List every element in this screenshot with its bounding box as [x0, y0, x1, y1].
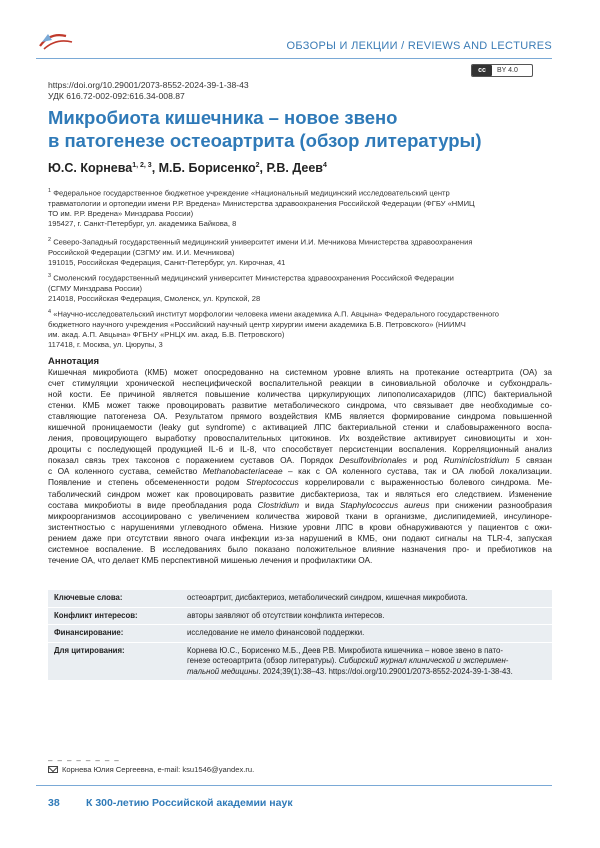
- article-meta: [48, 80, 249, 102]
- abstract-line: [48, 544, 552, 555]
- envelope-icon: [48, 766, 58, 773]
- page-number: 38: [48, 797, 60, 809]
- abstract-line: [48, 511, 552, 522]
- abstract-line: [48, 433, 552, 444]
- affil-line: 195427, г. Санкт-Петербург, ул. академика Байкова, 8: [48, 219, 237, 229]
- affil-number: 4: [48, 309, 52, 315]
- text-run: Появление и степень обсемененности родом: [48, 477, 247, 488]
- info-value-line: [187, 611, 546, 622]
- affil-line: 214018, Российская Федерация, Смоленск, ул. Крупской, 28: [48, 294, 261, 304]
- info-value: [179, 590, 552, 607]
- title-line: в патогенезе остеоартрита (обзор литературы): [48, 130, 482, 151]
- italic-term: Staphylococcus aureus: [340, 499, 430, 510]
- text-run: Корнева Ю.С., Борисенко М.Б., Деев Р.В. Микробиота кишечника – новое звено в пато-: [187, 645, 503, 655]
- license-label: BY 4.0: [497, 67, 518, 74]
- affil-line: бюджетного научного учреждения «Российский научный центр хирургии имени академика Б.В. Петровского» (НИИМЧ: [48, 319, 466, 329]
- abstract-line: [48, 455, 552, 466]
- author-separator: ,: [151, 161, 159, 175]
- info-row: [48, 608, 552, 626]
- affil-line: 191015, Российская Федерация, Санкт-Петербург, ул. Кирочная, 41: [48, 258, 286, 268]
- abstract-line: [48, 400, 552, 411]
- info-value: [179, 643, 552, 681]
- info-label: Для цитирования:: [54, 645, 125, 655]
- abstract-line: [48, 533, 552, 544]
- abstract-line: [48, 422, 552, 433]
- abstract-line: [48, 466, 552, 477]
- footer-caption: К 300-летию Российской академии наук: [86, 797, 293, 809]
- text-run: – как с ОА коленного сустава, так и ОА любой локализации.: [282, 466, 553, 477]
- info-row: [48, 590, 552, 608]
- text-run: таболический синдром может как провоцировать развитие дисбактериоза, так и являться его следствием. Изменение: [48, 488, 552, 499]
- text-run: коррелировали с выраженностью болевого синдрома. Ме-: [298, 477, 552, 488]
- abstract-line: [48, 411, 552, 422]
- affil-line: им. акад. А.П. Авцына» ФГБНУ «РНЦХ им. акад. Б.В. Петровского): [48, 330, 285, 340]
- info-value: [179, 608, 552, 625]
- text-run: микроорганизмов ассоциировано с увеличением количества жировой ткани в организме, дислипидемией, инсулиноре-: [48, 510, 552, 521]
- info-label: Конфликт интересов:: [54, 610, 138, 620]
- affiliation-2: [48, 235, 563, 268]
- info-value-line: [187, 628, 546, 639]
- abstract-line: [48, 378, 552, 389]
- article-title: [48, 106, 568, 152]
- affil-line: 117418, г. Москва, ул. Цюрупы, 3: [48, 340, 163, 350]
- title-line: Микробиота кишечника – новое звено: [48, 107, 398, 128]
- italic-term: тальной медицины: [187, 666, 259, 676]
- italic-term: Streptococcus: [246, 477, 299, 488]
- author-list: [48, 161, 327, 175]
- abstract-line: [48, 444, 552, 455]
- text-run: . 2024;39(1):38–43. https://doi.org/10.29001/2073-8552-2024-39-1-38-43.: [258, 666, 513, 676]
- page-header: [0, 0, 600, 62]
- footer-divider: [36, 785, 552, 786]
- affil-number: 2: [48, 237, 52, 243]
- abstract-line: [48, 500, 552, 511]
- abstract-line: [48, 522, 552, 533]
- text-run: зистентностью с нарушениями углеводного обмена. Низкие уровни ЛПС в крови обнаруживаются у пациентов с ожи-: [48, 521, 552, 532]
- affil-line: Смоленский государственный медицинский университет Министерства здравоохранения Российской Федерации: [53, 273, 454, 283]
- text-run: счет стимуляции хронической неспецифической воспалительной реакции в синовиальной оболочке и субхондраль-: [48, 378, 552, 389]
- abstract-line: [48, 555, 552, 566]
- abstract-line: [48, 389, 552, 400]
- text-run: течение ОА, что делает КМБ перспективной мишенью лечения и профилактики ОА.: [48, 554, 373, 565]
- text-run: остеоартрит, дисбактериоз, метаболический синдром, кишечная микробиота.: [187, 593, 468, 602]
- author-affil-ref: 1, 2, 3: [132, 161, 152, 169]
- italic-term: Clostridium: [257, 499, 299, 510]
- text-run: авторы заявляют об отсутствии конфликта интересов.: [187, 610, 385, 620]
- affil-line: «Научно-исследовательский институт морфологии человека имени академика А.П. Авцына» Федерального государственного: [53, 309, 500, 319]
- text-run: ставляющие патогенеза ОА. Результатом прямого воздействия КМБ является формирование синдрома повышенной: [48, 411, 552, 422]
- text-run: ной кости. Ее причиной является повышение количества циркулирующих липополисахаридов (ЛПС) бактериальной: [48, 389, 552, 400]
- info-value-line: [187, 593, 546, 604]
- journal-logo-icon: [36, 30, 76, 52]
- text-run: генезе остеоартрита (обзор литературы).: [187, 656, 339, 665]
- author-affil-ref: 4: [323, 161, 327, 169]
- info-label: Финансирование:: [54, 628, 124, 637]
- text-run: дроциты с последующей продукцией IL-6 и IL-8, что способствует персистенции воспаления. Корреляционный анализ: [48, 444, 552, 455]
- affil-number: 3: [48, 273, 52, 279]
- text-run: при снижении разнообразия: [429, 499, 552, 510]
- text-run: с ОА коленного сустава, семейство: [48, 466, 203, 477]
- text-run: показал связь трех таксонов с поражением суставов ОА. Порядок: [48, 455, 340, 466]
- affil-line: Северо-Западный государственный медицинский университет имени И.И. Мечникова Министерства здравоохранения: [53, 237, 473, 247]
- italic-term: Desulfovibrionales: [339, 455, 407, 466]
- abstract-line: [48, 367, 552, 378]
- author-separator: ,: [259, 161, 267, 175]
- text-run: стенки. КМБ может также провоцировать развитие метаболического синдрома, что связывает две необходимые со-: [48, 400, 552, 411]
- text-run: ления, провоцирующего выработку провоспалительных цитокинов. Их воздействие активирует синовиоциты и хон-: [48, 433, 552, 444]
- text-run: и вида: [299, 499, 340, 510]
- affil-line: Российской Федерации (СЗГМУ им. И.И. Мечникова): [48, 247, 235, 257]
- text-run: связан: [519, 455, 552, 466]
- cc-icon: cc: [472, 65, 492, 76]
- italic-term: Ruminiclostridium 5: [443, 455, 520, 466]
- abstract-line: [48, 489, 552, 500]
- author-name: Ю.С. Корнева: [48, 161, 133, 175]
- info-value-line: [187, 646, 546, 657]
- section-title: ОБЗОРЫ И ЛЕКЦИИ / REVIEWS AND LECTURES: [286, 40, 552, 52]
- correspondence-text: Корнева Юлия Сергеевна, e-mail: ksu1546@yandex.ru.: [62, 765, 255, 774]
- author-name: М.Б. Борисенко: [158, 161, 256, 175]
- info-value: [179, 625, 552, 642]
- text-run: кишечной проницаемости (leaky gut syndrome) с активацией ЛПС бактериальной стенки и слабовыраженного воспа-: [48, 422, 552, 433]
- italic-term: Methanobacteriaceae: [202, 466, 283, 477]
- info-row: [48, 625, 552, 643]
- affil-line: (СГМУ Минздрава России): [48, 283, 143, 293]
- affiliation-4: [48, 307, 563, 351]
- text-run: системное воспаление. В исследованиях было показано положительное влияние назначения про- и пребиотиков на: [48, 543, 552, 554]
- doi-link[interactable]: https://doi.org/10.29001/2073-8552-2024-39-1-38-43: [48, 80, 249, 90]
- affil-line: травматологии и ортопедии имени Р.Р. Вредена» Министерства здравоохранения Российской Федерации (ФГБУ «НМИЦ: [48, 198, 475, 208]
- info-label: Ключевые слова:: [54, 593, 123, 602]
- affil-number: 1: [48, 188, 52, 194]
- info-value-line: [187, 656, 546, 667]
- author-affil-ref: 2: [255, 161, 260, 169]
- article-info-table: [48, 590, 552, 681]
- affil-line: Федеральное государственное бюджетное учреждение «Национальный медицинский исследовательский центр: [53, 188, 450, 198]
- udk-code: УДК 616.72-002-092:616.34-008.87: [48, 91, 185, 101]
- cc-license-badge[interactable]: [471, 64, 533, 77]
- text-run: и род: [406, 455, 444, 466]
- abstract-line: [48, 477, 552, 488]
- info-value-line: [187, 667, 546, 678]
- text-run: Кишечная микробиота (КМБ) может опосредованно на системном уровне влиять на протекание остеартрита (ОА) за: [48, 367, 552, 377]
- affil-line: ТО им. Р.Р. Вредена» Минздрава России): [48, 209, 194, 219]
- text-run: рением даже при отсутствии явного очага инфекции из-за нарушений в КМБ, они подают сигналы на TLR-4, запуская: [48, 532, 552, 543]
- affiliation-3: [48, 271, 563, 304]
- abstract-body: [48, 367, 552, 566]
- info-row: [48, 643, 552, 682]
- text-run: исследование не имело финансовой поддержки.: [187, 628, 365, 637]
- abstract-heading: Аннотация: [48, 356, 100, 367]
- author-name: Р.В. Деев: [266, 161, 323, 175]
- header-divider: [36, 58, 552, 59]
- text-run: состава микробиоты в виде преобладания рода: [48, 499, 258, 510]
- correspondence-note: [48, 765, 254, 774]
- affiliation-1: [48, 186, 563, 230]
- footnote-separator: – – – – – – – –: [48, 756, 121, 765]
- italic-term: Сибирский журнал клинической и эксперимен-: [338, 656, 509, 665]
